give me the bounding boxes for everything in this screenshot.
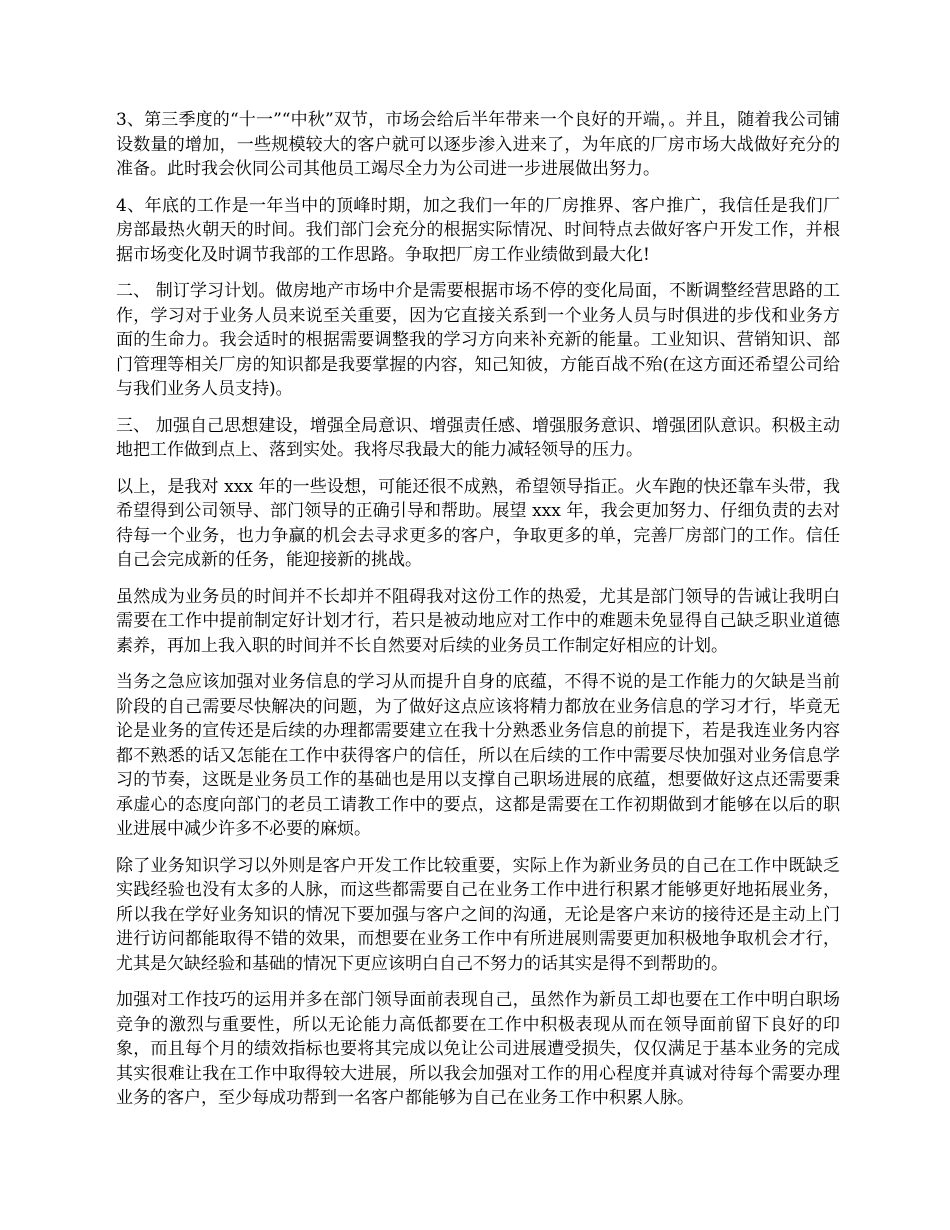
paragraph-ideology: 三、 加强自己思想建设，增强全局意识、增强责任感、增强服务意识、增强团队意识。积极主动地把工作做到点上、落到实处。我将尽我最大的能力减轻领导的压力。 [116,415,840,460]
paragraph-third-quarter: 3、第三季度的“十一”“中秋”双节，市场会给后半年带来一个良好的开端，。并且，随着我公司铺设数量的增加，一些规模较大的客户就可以逐步渗入进来了，为年底的厂房市场大战做好充分的准备。此时我会伙同公司其他员工竭尽全力为公司进一步进展做出努力。 [116,110,840,179]
paragraph-business-knowledge: 当务之急应该加强对业务信息的学习从而提升自身的底蕴，不得不说的是工作能力的欠缺是当前阶段的自己需要尽快解决的问题，为了做好这点应该将精力都放在业务信息的学习才行，毕竟无论是业务的宣传还是后续的办理都需要建立在我十分熟悉业务信息的前提下，若是我连业务内容都不熟悉的话又怎能在工作中获得客户的信任，所以在后续的工作中需要尽快加强对业务信息学习的节奏，这既是业务员工作的基础也是用以支撑自己职场进展的底蕴，想要做好这点还需要秉承虚心的态度向部门的老员工请教工作中的要点，这都是需要在工作初期做到才能够在以后的职业进展中减少许多不必要的麻烦。 [116,672,840,839]
paragraph-study-plan: 二、 制订学习计划。做房地产市场中介是需要根据市场不停的变化局面，不断调整经营思路的工作，学习对于业务人员来说至关重要，因为它直接关系到一个业务人员与时俱进的步伐和业务方面的生命力。我会适时的根据需要调整我的学习方向来补充新的能量。工业知识、营销知识、部门管理等相关厂房的知识都是我要掌握的内容，知己知彼，方能百战不殆(在这方面还希望公司给与我们业务人员支持)。 [116,281,840,399]
paragraph-work-skills: 加强对工作技巧的运用并多在部门领导面前表现自己，虽然作为新员工却也要在工作中明白职场竞争的激烈与重要性，所以无论能力高低都要在工作中积极表现从而在领导面前留下良好的印象，而且每个月的绩效指标也要将其完成以免让公司进展遭受损失，仅仅满足于基本业务的完成其实很难让我在工作中取得较大进展，所以我会加强对工作的用心程度并真诚对待每个需要办理业务的客户，至少每成功帮到一名客户都能够为自己在业务工作中积累人脉。 [116,990,840,1108]
paragraph-year-end: 4、年底的工作是一年当中的顶峰时期，加之我们一年的厂房推界、客户推广，我信任是我们厂房部最热火朝天的时间。我们部门会充分的根据实际情况、时间特点去做好客户开发工作，并根据市场变化及时调节我部的工作思路。争取把厂房工作业绩做到最大化! [116,195,840,265]
paragraph-summary: 以上，是我对 xxx 年的一些设想，可能还很不成熟，希望领导指正。火车跑的快还靠车头带，我希望得到公司领导、部门领导的正确引导和帮助。展望 xxx 年，我会更加努力、仔细负责的去对待每一个业务，也力争赢的机会去寻求更多的客户，争取更多的单，完善厂房部门的工作。信任自己会完成新的任务，能迎接新的挑战。 [116,476,840,570]
paragraph-client-development: 除了业务知识学习以外则是客户开发工作比较重要，实际上作为新业务员的自己在工作中既缺乏实践经验也没有太多的人脉，而这些都需要自己在业务工作中进行积累才能够更好地拓展业务，所以我在学好业务知识的情况下要加强与客户之间的沟通，无论是客户来访的接待还是主动上门进行访问都能取得不错的效果，而想要在业务工作中有所进展则需要更加积极地争取机会才行，尤其是欠缺经验和基础的情况下更应该明白自己不努力的话其实是得不到帮助的。 [116,855,840,974]
document-body [116,108,840,1123]
paragraph-new-salesperson: 虽然成为业务员的时间并不长却并不阻碍我对这份工作的热爱，尤其是部门领导的告诫让我明白需要在工作中提前制定好计划才行，若只是被动地应对工作中的难题未免显得自己缺乏职业道德素养，再加上我入职的时间并不长自然要对后续的业务员工作制定好相应的计划。 [116,586,840,656]
